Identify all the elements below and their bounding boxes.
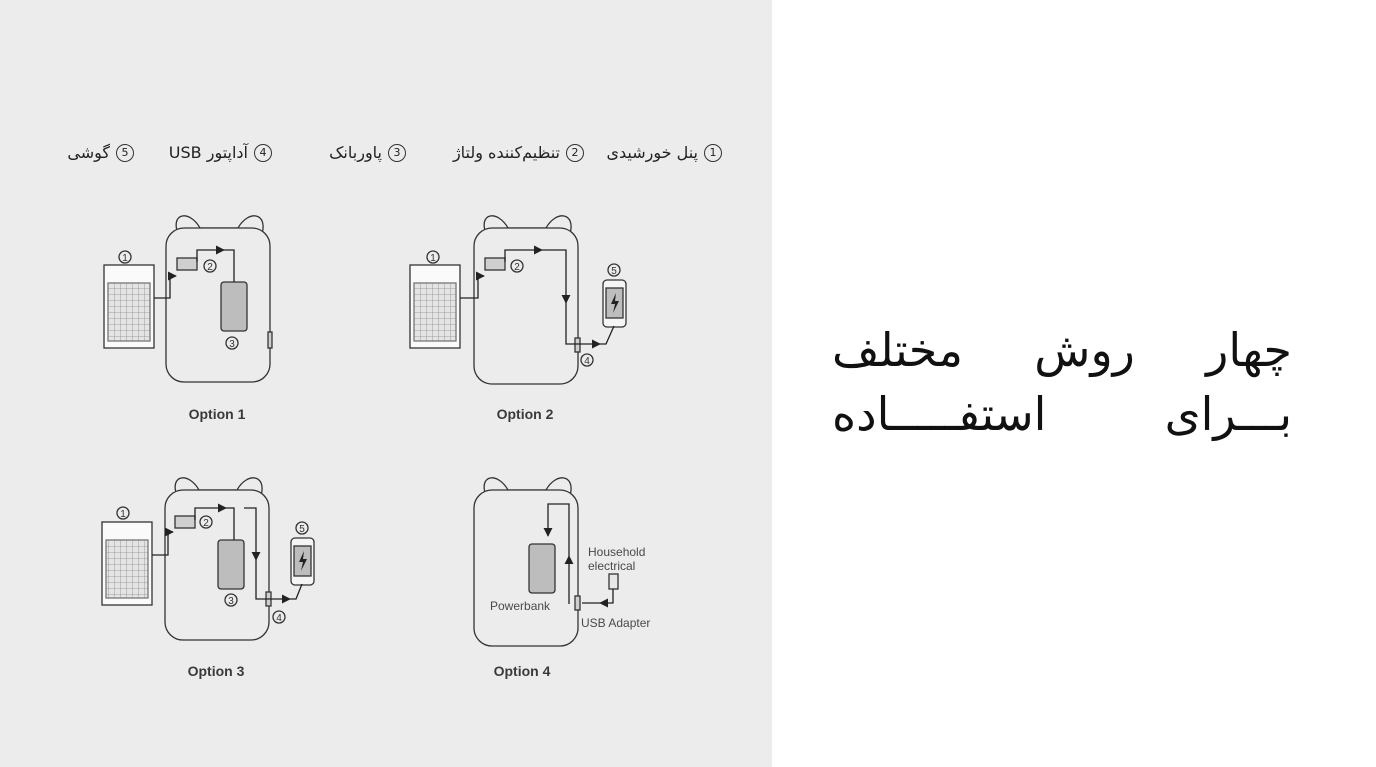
backpack-outline [165, 490, 269, 640]
voltage-regulator [485, 258, 505, 270]
powerbank [218, 540, 244, 589]
callout-2-text: 2 [203, 518, 209, 529]
voltage-regulator [177, 258, 197, 270]
callout-3-text: 3 [228, 596, 234, 607]
legend-number: 2 [566, 144, 584, 162]
legend-label: گوشی [67, 143, 110, 162]
voltage-regulator [175, 516, 195, 528]
backpack-outline [166, 228, 270, 382]
usb-adapter [575, 338, 580, 352]
callout-3-text: 3 [229, 339, 235, 350]
usb-port [268, 332, 272, 348]
powerbank-label: Powerbank [490, 599, 551, 613]
powerbank [529, 544, 555, 593]
legend-label: آداپتور USB [168, 143, 248, 162]
solar-cells [108, 283, 150, 341]
option-1-diagram [104, 216, 272, 382]
backpack-outline [474, 490, 578, 646]
callout-2-text: 2 [514, 262, 520, 273]
option-4-label: Option 4 [493, 663, 551, 679]
option-3-diagram [102, 478, 314, 640]
backpack-outline [474, 228, 578, 384]
powerbank [221, 282, 247, 331]
legend-number: 5 [116, 144, 134, 162]
callout-5-text: 5 [611, 266, 617, 277]
usb-adapter-label: USB Adapter [581, 616, 651, 630]
option-2-diagram [410, 216, 626, 384]
legend-label: تنظیم‌کننده ولتاژ [452, 143, 560, 162]
legend-number: 1 [704, 144, 722, 162]
option-2-label: Option 2 [496, 406, 554, 422]
heading-line-2: بـــرای استفـــــاده [832, 387, 1292, 441]
household-label-line1: Household [588, 545, 646, 559]
callout-2-text: 2 [207, 262, 213, 273]
usb-adapter [575, 596, 580, 610]
heading-line-1: چهار روش مختلف [832, 323, 1292, 377]
page-heading [832, 318, 1292, 446]
callout-1-text: 1 [120, 509, 126, 520]
callout-4-text: 4 [276, 613, 282, 624]
callout-1-text: 1 [430, 253, 436, 264]
callout-1-text: 1 [122, 253, 128, 264]
legend-label: پاوربانک [329, 143, 382, 162]
callout-5-text: 5 [299, 524, 305, 535]
wall-plug [609, 574, 618, 589]
callout-4-text: 4 [584, 356, 590, 367]
legend-number: 4 [254, 144, 272, 162]
option-1-label: Option 1 [188, 406, 246, 422]
household-label-line2: electrical [588, 559, 636, 573]
option-3-label: Option 3 [187, 663, 245, 679]
legend-number: 3 [388, 144, 406, 162]
solar-cells [414, 283, 456, 341]
solar-cells [106, 540, 148, 598]
legend-label: پنل خورشیدی [606, 143, 698, 162]
